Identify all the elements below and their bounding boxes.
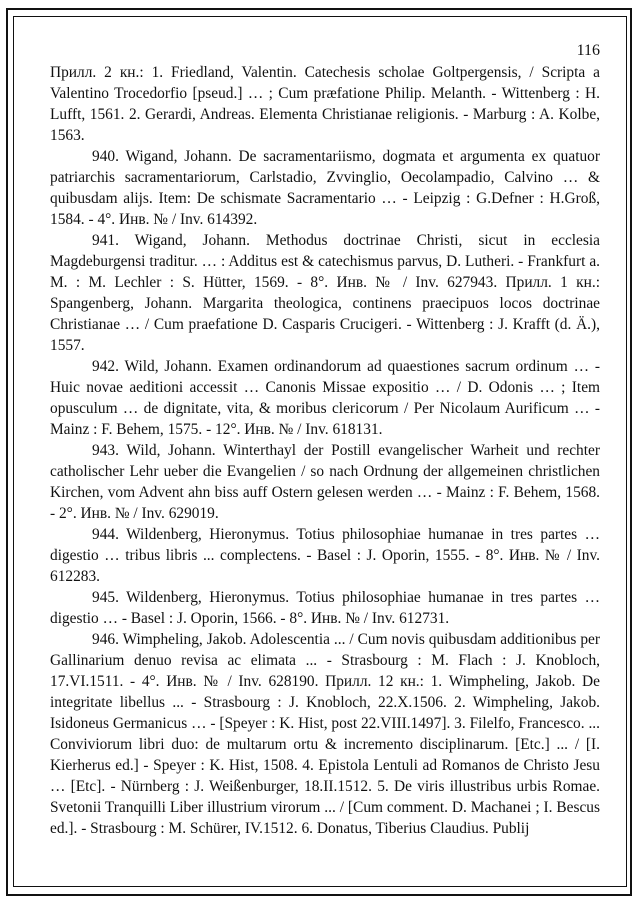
entry-944: 944. Wildenberg, Hieronymus. Totius philosophiae humanae in tres partes … digestio … tribus libris ... complectens. - Basel : J. Oporin, 1555. - 8°. Инв. № / Inv. 612283. <box>50 526 600 585</box>
entry-946: 946. Wimpheling, Jakob. Adolescentia ... / Cum novis quibusdam additionibus per Gallinarium denuo revisa ac elimata ... - Strasbourg : M. Flach : J. Knobloch, 17.VI.1511. - 4°. Инв. № / Inv. 628190. Прилл. 12 кн.: 1. Wimpheling, Jakob. De integritate libellus ... - Strasbourg : J. Knobloch, 22.X.1506. 2. Wimpheling, Jakob. Isidoneus Germanicus … - [Speyer : K. Hist, post 22.VIII.1497]. 3. Filelfo, Francesco. ... Conviviorum libri duo: de multarum ortu & incremento disciplinarum. [Etc.] ... / [I. Kierherus ed.] - Speyer : K. Hist, 1508. 4. Epistola Lentuli ad Romanos de Christo Jesu … [Etc]. - Nürnberg : J. Weißenburger, 18.II.1512. 5. De viris illustribus urbis Romae. Svetonii Tranquilli Liber illustrium virorum ... / [Cum comment. D. Machanei ; I. Bescus ed.]. - Strasbourg : M. Schürer, IV.1512. 6. Donatus, Tiberius Claudius. Publij <box>50 631 600 837</box>
entry-941: 941. Wigand, Johann. Methodus doctrinae Christi, sicut in ecclesia Magdeburgensi traditur. … : Additus est & catechismus parvus, D. Lutheri. - Frankfurt a. M. : M. Lechler : S. Hütter, 1569. - 8°. Инв. № / Inv. 627943. Прилл. 1 кн.: Spangenberg, Johann. Margarita theologica, continens praecipuos locos doctrinae Christianae … / Cum praefatione D. Casparis Crucigeri. - Wittenberg : J. Krafft (d. Ä.), 1557. <box>50 232 600 354</box>
catalog-text <box>50 62 600 839</box>
entry-continuation: Прилл. 2 кн.: 1. Friedland, Valentin. Catechesis scholae Goltpergensis, / Scripta a Valentino Trocedorfio [pseud.] … ; Cum præfatione Philip. Melanth. - Wittenberg : H. Lufft, 1561. 2. Gerardi, Andreas. Elementa Christianae religionis. - Marburg : A. Kolbe, 1563. <box>50 64 600 144</box>
entry-943: 943. Wild, Johann. Winterthayl der Postill evangelischer Warheit und rechter catholischer Lehr ueber die Evangelien / so nach Ordnung der allgemeinen christlichen Kirchen, vom Advent ahn biss auff Ostern gelesen werden … - Mainz : F. Behem, 1568. - 2°. Инв. № / Inv. 629019. <box>50 442 600 522</box>
entry-942: 942. Wild, Johann. Examen ordinandorum ad quaestiones sacrum ordinum … - Huic novae aeditioni accessit … Canonis Missae expositio … / D. Odonis … ; Item opusculum … de dignitate, vita, & moribus clericorum / Per Nicolaum Aurificum … - Mainz : F. Behem, 1575. - 12°. Инв. № / Inv. 618131. <box>50 358 600 438</box>
page-number: 116 <box>576 42 600 59</box>
entry-945: 945. Wildenberg, Hieronymus. Totius philosophiae humanae in tres partes … digestio … - Basel : J. Oporin, 1566. - 8°. Инв. № / Inv. 612731. <box>50 589 600 627</box>
entry-940: 940. Wigand, Johann. De sacramentariismo, dogmata et argumenta ex quatuor patriarchis sacramentariorum, Carlstadio, Zvvinglio, Oecolampadio, Calvino … & quibusdam alijs. Item: De schismate Sacramentario … - Leipzig : G.Defner : H.Groß, 1584. - 4°. Инв. № / Inv. 614392. <box>50 148 600 228</box>
